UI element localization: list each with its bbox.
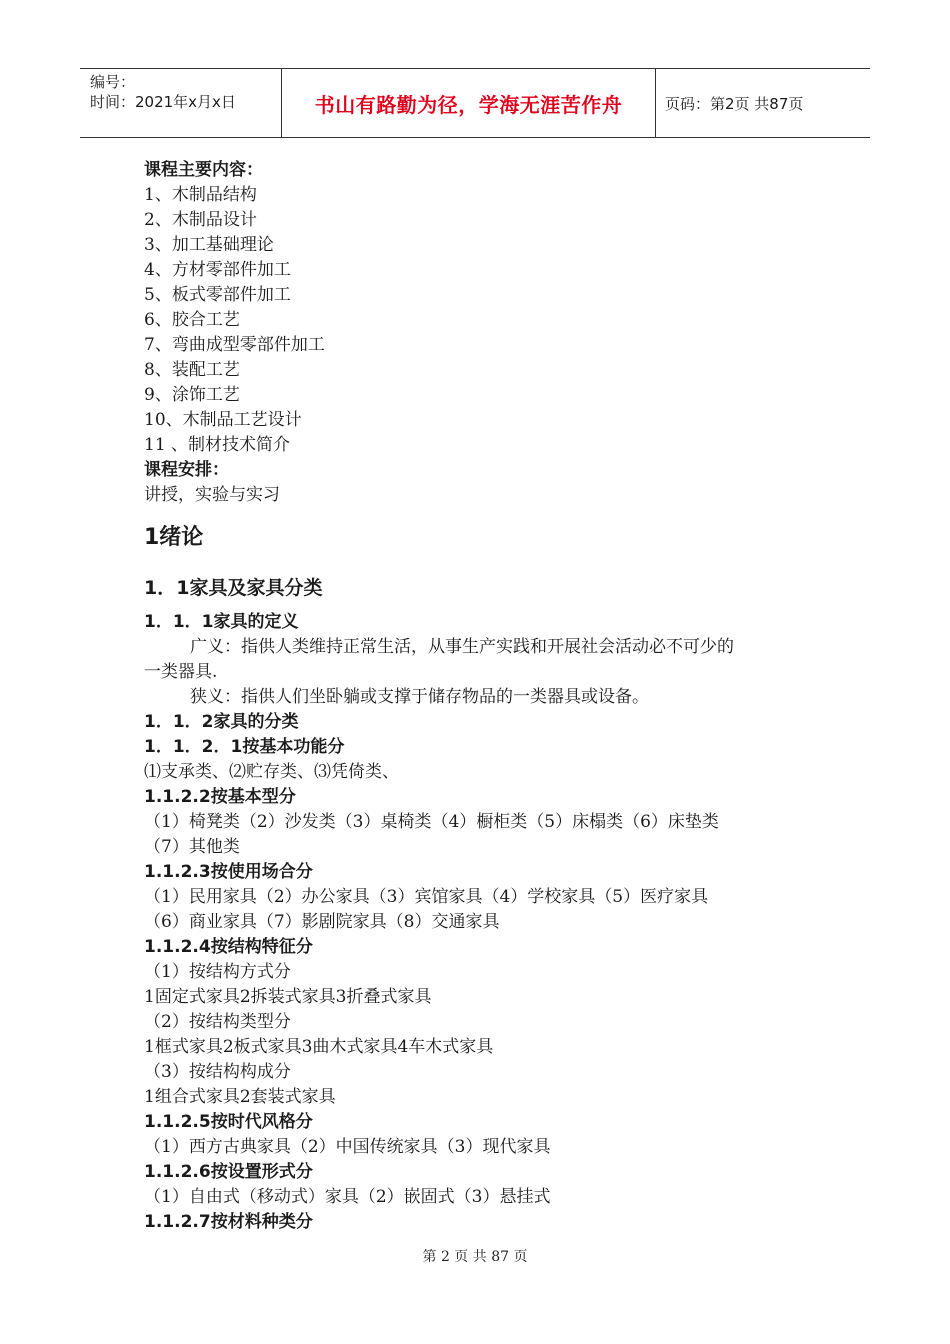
- structure-type-text: 1框式家具2板式家具3曲木式家具4车木式家具: [144, 1037, 494, 1057]
- document-body: [144, 158, 814, 1235]
- list-item: 8、装配工艺: [144, 360, 240, 380]
- heading-by-material: 1.1.2.7按材料种类分: [144, 1212, 313, 1232]
- text-by-usage-2: （6）商业家具（7）影剧院家具（8）交通家具: [144, 912, 500, 932]
- header-page-info-cell: [655, 69, 870, 137]
- list-item: 5、板式零部件加工: [144, 285, 291, 305]
- text-by-usage-1: （1）民用家具（2）办公家具（3）宾馆家具（4）学校家具（5）医疗家具: [144, 887, 709, 907]
- chapter-heading: 1绪论: [144, 525, 204, 550]
- broad-definition-cont: 一类器具.: [144, 662, 218, 682]
- text-by-function: ⑴支承类、⑵贮存类、⑶凭倚类、: [144, 762, 399, 782]
- text-by-type-1: （1）椅凳类（2）沙发类（3）桌椅类（4）橱柜类（5）床榻类（6）床垫类: [144, 812, 719, 832]
- document-number-label: 编号：: [90, 73, 136, 91]
- heading-by-usage: 1.1.2.3按使用场合分: [144, 862, 313, 882]
- list-item: 2、木制品设计: [144, 210, 257, 230]
- section-heading: 1．1家具及家具分类: [144, 577, 323, 599]
- list-item: 11 、制材技术简介: [144, 435, 291, 455]
- list-item: 9、涂饰工艺: [144, 385, 240, 405]
- subsection-heading-classification: 1．1．2家具的分类: [144, 712, 299, 732]
- page-info: 页码：第2页 共87页: [665, 94, 804, 113]
- list-item: 6、胶合工艺: [144, 310, 240, 330]
- text-by-placement: （1）自由式（移动式）家具（2）嵌固式（3）悬挂式: [144, 1187, 551, 1207]
- schedule-title: 课程安排：: [144, 460, 229, 480]
- page-header: [80, 68, 870, 138]
- text-by-type-2: （7）其他类: [144, 837, 240, 857]
- page-footer: 第 2 页 共 87 页: [422, 1249, 528, 1265]
- heading-by-style: 1.1.2.5按时代风格分: [144, 1112, 313, 1132]
- list-item: 10、木制品工艺设计: [144, 410, 302, 430]
- document-date: 时间：2021年x月x日: [90, 93, 236, 111]
- course-content-title: 课程主要内容：: [144, 160, 263, 180]
- list-item: 3、加工基础理论: [144, 235, 274, 255]
- broad-definition: 广义：指供人类维持正常生活，从事生产实践和开展社会活动必不可少的: [190, 637, 734, 657]
- header-meta: [80, 69, 281, 137]
- heading-by-structure: 1.1.2.4按结构特征分: [144, 937, 313, 957]
- structure-method-text: 1固定式家具2拆装式家具3折叠式家具: [144, 987, 432, 1007]
- list-item: 1、木制品结构: [144, 185, 257, 205]
- course-items-list: [144, 183, 814, 458]
- motto-text: 书山有路勤为径，学海无涯苦作舟: [314, 92, 623, 117]
- header-motto-cell: [281, 69, 656, 137]
- heading-by-type: 1.1.2.2按基本型分: [144, 787, 296, 807]
- schedule-text: 讲授，实验与实习: [144, 485, 280, 505]
- heading-by-placement: 1.1.2.6按设置形式分: [144, 1162, 313, 1182]
- text-by-style: （1）西方古典家具（2）中国传统家具（3）现代家具: [144, 1137, 551, 1157]
- subsection-heading-definition: 1．1．1家具的定义: [144, 612, 299, 632]
- list-item: 7、弯曲成型零部件加工: [144, 335, 325, 355]
- list-item: 4、方材零部件加工: [144, 260, 291, 280]
- structure-method-label: （1）按结构方式分: [144, 962, 291, 982]
- narrow-definition: 狭义：指供人们坐卧躺或支撑于储存物品的一类器具或设备。: [190, 687, 649, 707]
- structure-composition-label: （3）按结构构成分: [144, 1062, 291, 1082]
- heading-by-function: 1．1．2．1按基本功能分: [144, 737, 345, 757]
- structure-type-label: （2）按结构类型分: [144, 1012, 291, 1032]
- structure-composition-text: 1组合式家具2套装式家具: [144, 1087, 336, 1107]
